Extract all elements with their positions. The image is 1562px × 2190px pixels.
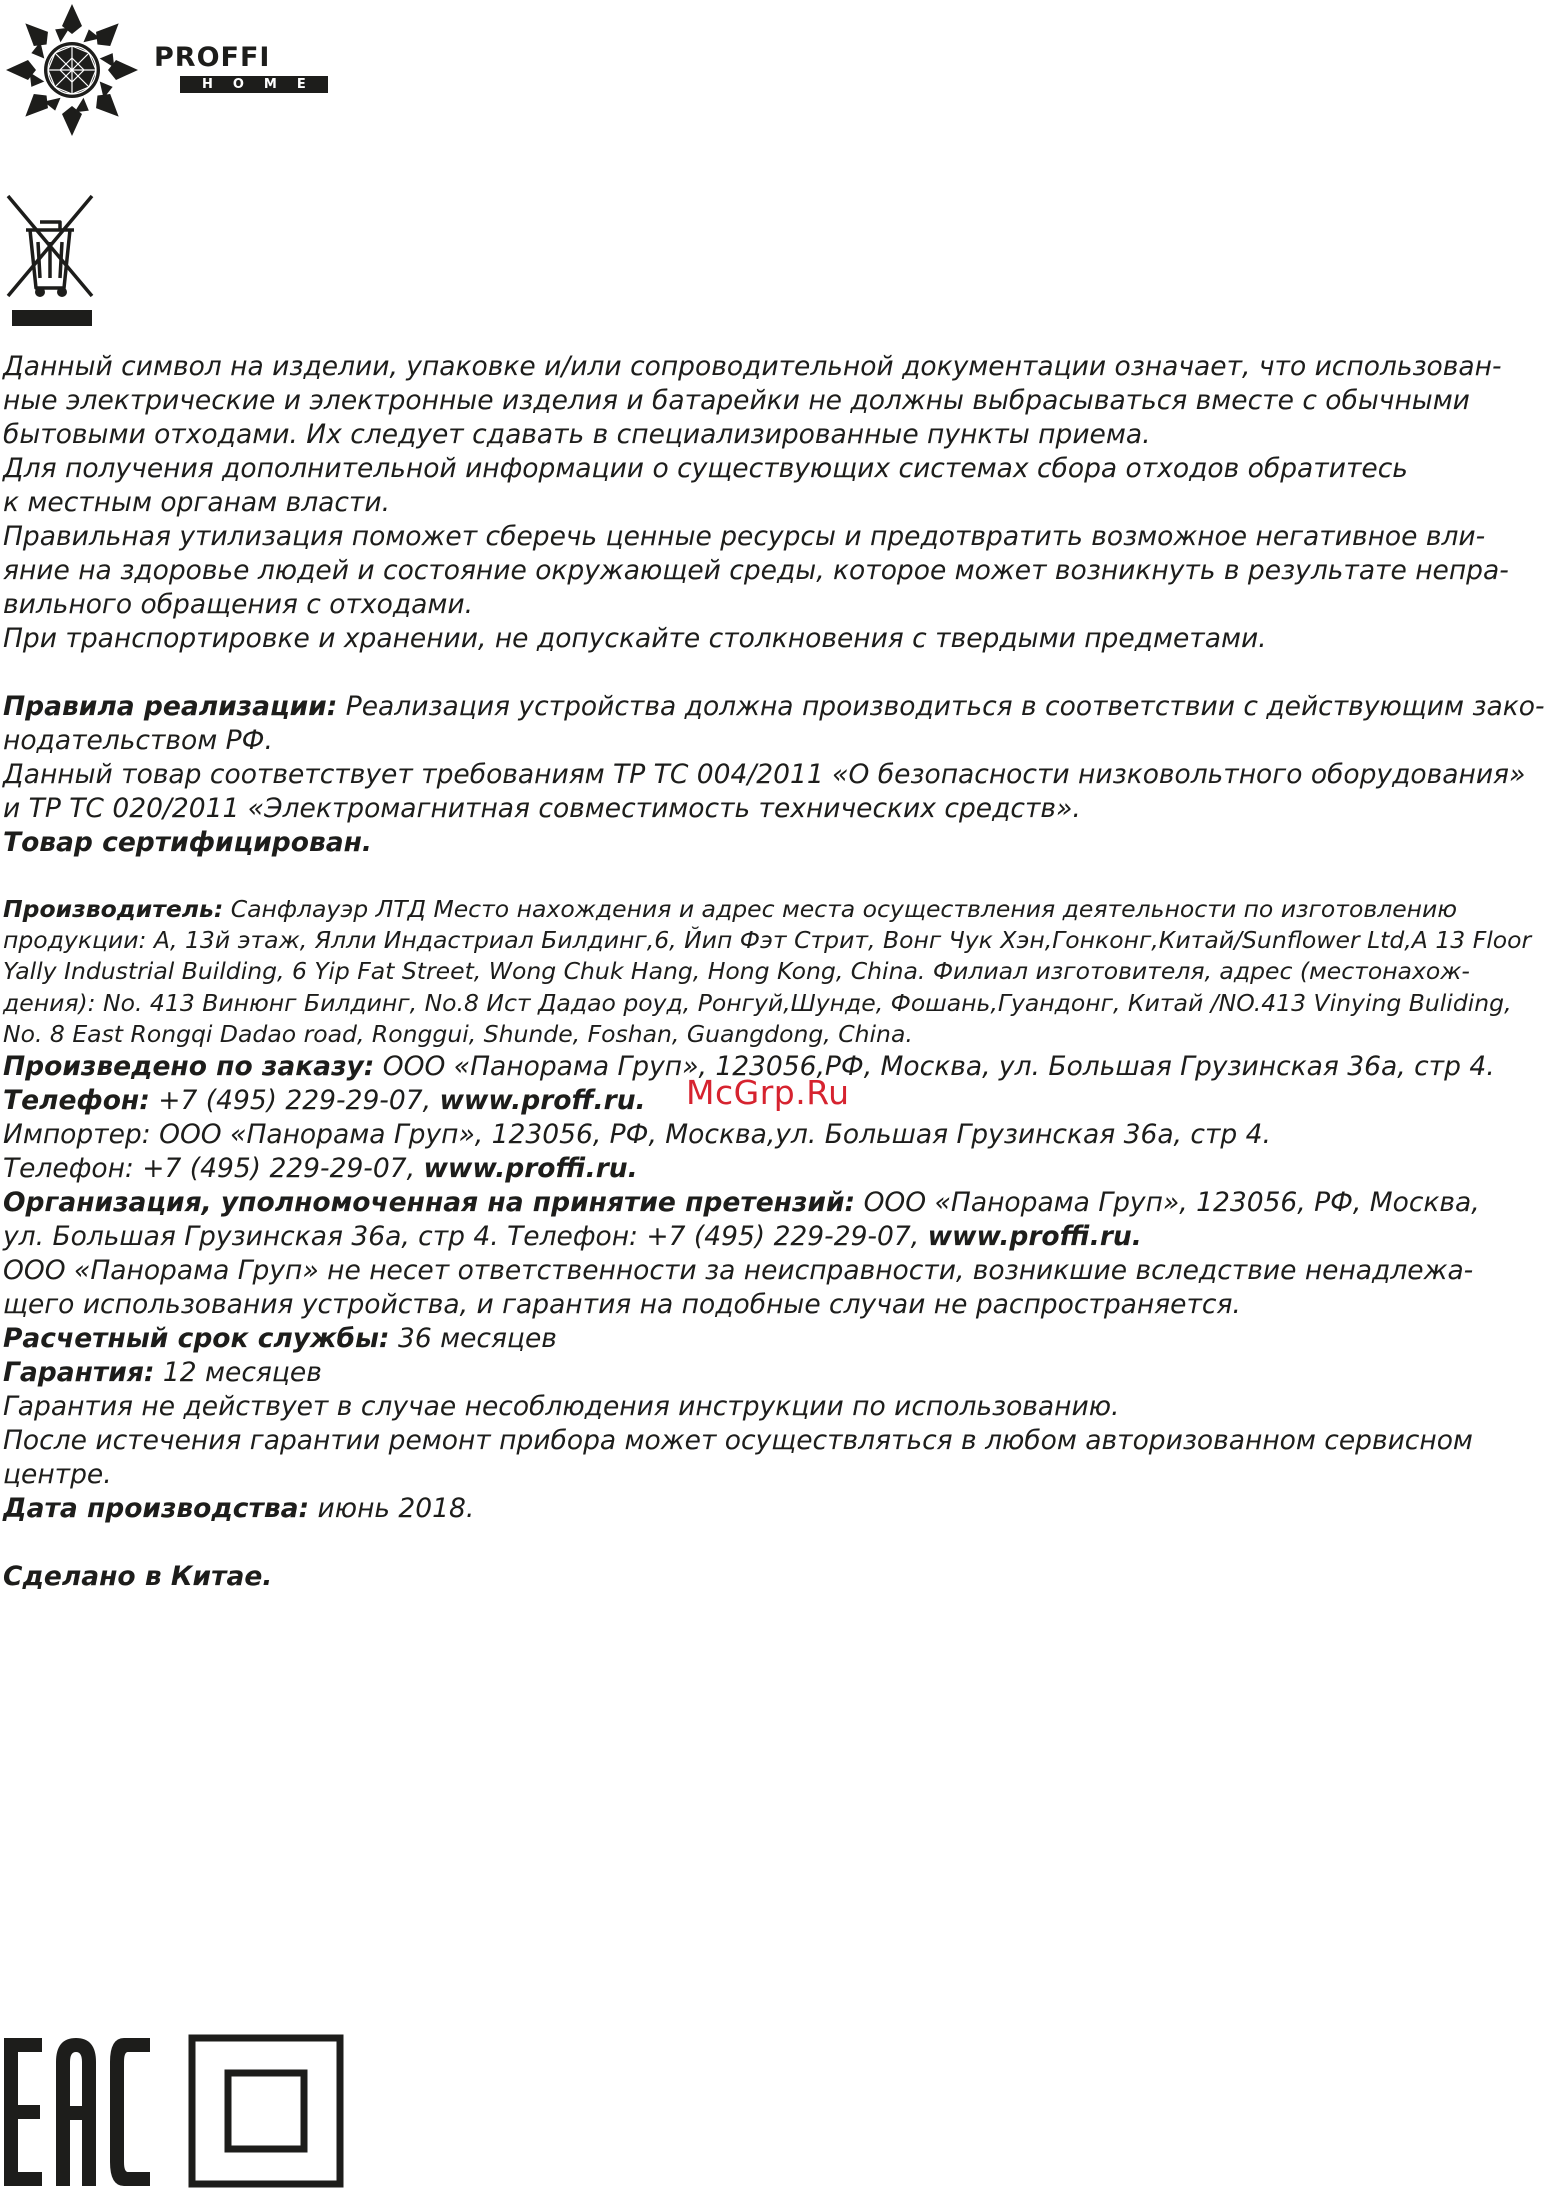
- contacts-section: [3, 1050, 1555, 1526]
- text-line: продукции: А, 13й этаж, Ялли Индастриал Билдинг,6, Йип Фэт Стрит, Вонг Чук Хэн,Гонконг,Китай/Sunflower Ltd,A 13 Floor: [3, 926, 1532, 955]
- text-line: [3, 1322, 1555, 1356]
- ordered-by-label: Произведено по заказу:: [3, 1051, 375, 1083]
- text-line: No. 8 East Rongqi Dadao road, Ronggui, Shunde, Foshan, Guangdong, China.: [3, 1019, 913, 1048]
- text-line: центре.: [3, 1459, 112, 1491]
- sales-rules-label: Правила реализации:: [3, 691, 338, 722]
- text-line: Правильная утилизация поможет сберечь ценные ресурсы и предотвратить возможное негативное вли-: [3, 521, 1486, 552]
- document-body: [3, 350, 1555, 1594]
- text-line: Импортер: ООО «Панорама Груп», 123056, РФ, Москва,ул. Большая Грузинская 36а, стр 4.: [3, 1119, 1271, 1151]
- text-line: Данный символ на изделии, упаковке и/или сопроводительной документации означает, что использован-: [3, 351, 1502, 382]
- text-line: При транспортировке и хранении, не допускайте столкновения с твердыми предметами.: [3, 623, 1267, 654]
- text-line: яние на здоровье людей и состояние окружающей среды, которое может возникнуть в результате непра-: [3, 555, 1509, 586]
- text-line: вильного обращения с отходами.: [3, 589, 474, 620]
- service-life-label: Расчетный срок службы:: [3, 1323, 390, 1355]
- text-line: После истечения гарантии ремонт прибора может осуществляться в любом авторизованном сервисном: [3, 1425, 1473, 1457]
- claims-address: ул. Большая Грузинская 36а, стр 4. Телефон: +7 (495) 229-29-07,: [3, 1221, 928, 1253]
- crossed-out-wheelie-bin-icon: [4, 192, 96, 330]
- text-line: [3, 1152, 1555, 1186]
- proffi-star-logo-icon: [4, 2, 144, 138]
- website-link[interactable]: www.proff.ru.: [439, 1085, 646, 1117]
- sales-rules-section: [3, 690, 1555, 860]
- brand-sub: HOME: [180, 76, 328, 93]
- text-line: Гарантия не действует в случае несоблюдения инструкции по использованию.: [3, 1391, 1120, 1423]
- brand-logo: [4, 2, 334, 138]
- warranty-label: Гарантия:: [3, 1357, 155, 1389]
- warranty-value: 12 месяцев: [154, 1357, 322, 1389]
- text-line: Данный товар соответствует требованиям ТР ТС 004/2011 «О безопасности низковольтного оборудования»: [3, 759, 1526, 790]
- production-date-value: июнь 2018.: [309, 1493, 475, 1525]
- eac-mark-icon: [4, 2038, 150, 2186]
- claims-text: ООО «Панорама Груп», 123056, РФ, Москва,: [855, 1187, 1480, 1219]
- production-date-label: Дата производства:: [3, 1493, 310, 1525]
- text-line: [3, 690, 1555, 724]
- disposal-section: [3, 350, 1555, 656]
- service-life-value: 36 месяцев: [389, 1323, 557, 1355]
- text-line: дения): No. 413 Винюнг Билдинг, No.8 Ист Дадао роуд, Ронгуй,Шунде, Фошань,Гуандонг, Китай /NO.413 Vinying Buliding,: [3, 988, 1512, 1017]
- site-watermark: McGrp.Ru: [686, 1073, 850, 1112]
- text-line: ные электрические и электронные изделия и батарейки не должны выбрасываться вместе с обычными: [3, 385, 1470, 416]
- double-insulation-class-ii-icon: [188, 2034, 344, 2188]
- sales-rules-text: Реализация устройства должна производиться в соответствии с действующим зако-: [337, 691, 1545, 722]
- text-line: и ТР ТС 020/2011 «Электромагнитная совместимость технических средств».: [3, 793, 1081, 824]
- phone-value: +7 (495) 229-29-07,: [149, 1085, 440, 1117]
- claims-label: Организация, уполномоченная на принятие претензий:: [3, 1187, 856, 1219]
- made-in-note: Сделано в Китае.: [3, 1561, 273, 1593]
- text-line: ООО «Панорама Груп» не несет ответственности за неисправности, возникшие вследствие ненадлежа-: [3, 1255, 1474, 1287]
- manufacturer-section: [3, 894, 1555, 1050]
- manufacturer-label: Производитель:: [3, 895, 224, 923]
- website-link[interactable]: www.proffi.ru.: [423, 1153, 638, 1185]
- text-line: Для получения дополнительной информации о существующих системах сбора отходов обратитесь: [3, 453, 1408, 484]
- text-line: щего использования устройства, и гарантия на подобные случаи не распространяется.: [3, 1289, 1241, 1321]
- text-line: [3, 1220, 1555, 1254]
- text-line: к местным органам власти.: [3, 487, 391, 518]
- ordered-by-text: ООО «Панорама Груп», 123056,РФ, Москва, ул. Большая Грузинская 36а, стр 4.: [374, 1051, 1495, 1083]
- text-line: Yally Industrial Building, 6 Yip Fat Street, Wong Chuk Hang, Hong Kong, China. Филиал изготовителя, адрес (местонахож-: [3, 957, 1470, 986]
- text-line: [3, 1186, 1555, 1220]
- manufacturer-text: Санфлауэр ЛТД Место нахождения и адрес места осуществления деятельности по изготовлению: [223, 895, 1458, 923]
- phone-label: Телефон:: [3, 1085, 150, 1117]
- importer-phone: Телефон: +7 (495) 229-29-07,: [3, 1153, 424, 1185]
- brand-name: PROFFI: [154, 42, 271, 73]
- certified-note: Товар сертифицирован.: [3, 827, 372, 858]
- text-line: [3, 894, 1555, 925]
- text-line: нодательством РФ.: [3, 725, 273, 756]
- text-line: [3, 1492, 1555, 1526]
- text-line: бытовыми отходами. Их следует сдавать в специализированные пункты приема.: [3, 419, 1151, 450]
- website-link[interactable]: www.proffi.ru.: [927, 1221, 1142, 1253]
- text-line: [3, 1356, 1555, 1390]
